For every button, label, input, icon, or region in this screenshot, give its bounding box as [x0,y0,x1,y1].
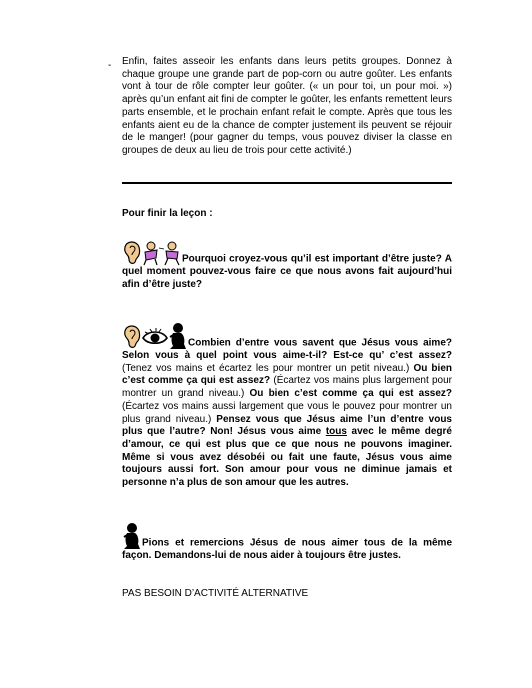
ear-icon [122,324,142,350]
horizontal-rule [122,182,452,184]
discussion-note-b: (Écartez vos mains plus largement pour montrer un grand niveau.) [122,375,453,400]
ear-icon [122,240,142,266]
discussion-note-c: (Écartez vos mains aussi largement que vous le pouvez pour montrer un plus grand niveau.) [122,400,452,425]
discussion-question-b: Ou bien c’est comme ça qui est assez? [122,362,452,387]
lesson-title: Pour finir la leçon : [122,208,213,219]
bullet-dash: - [108,60,112,71]
question-1: Pourquoi croyez-vous qu’il est important d’être juste? A quel moment pouvez-vous faire ce que nous avons fait aujourd’hui afin d’être juste? [122,253,452,290]
praying-child-icon [168,322,188,350]
discussion-block [122,322,452,490]
question-block [122,240,452,291]
discussion-question-d2: avec le même degré d’amour, ce qui est plus que ce que nous ne pouvons imaginer. Même si vous avez désobéi ou fait une faute, Jésus vous aime toujours aussi fort. Son amour pour vous ne diminue jamais et personne n’a plus de son amour que les autres. [122,426,452,489]
alternative-activity-note: PAS BESOIN D’ACTIVITÉ ALTERNATIVE [122,588,309,599]
discussion-question-a: Combien d’entre vous savent que Jésus vous aime? Selon vous à quel point vous aime-t-il? Est-ce qu’ c’est assez? [122,337,452,361]
prayer-text: Pions et remercions Jésus de nous aimer tous de la même façon. Demandons-lui de nous aider à toujours être justes. [122,537,452,561]
discussion-question-d1: Pensez vous que Jésus aime l’un d’entre vous plus que l’autre? Non! Jésus vous aime [122,413,452,438]
talking-people-icon [142,240,182,266]
discussion-note-a: (Tenez vos mains et écartez les pour montrer un petit niveau.) [122,362,414,374]
praying-child-icon [122,522,142,550]
prayer-block [122,522,452,563]
discussion-underlined-word: tous [325,426,347,438]
eye-icon [142,324,168,350]
discussion-question-c: Ou bien c’est comme ça qui est assez? [249,388,453,400]
intro-paragraph: Enfin, faites asseoir les enfants dans leurs petits groupes. Donnez à chaque groupe une grande part de pop-corn ou autre goûter. Les enfants vont à tour de rôle compter leur goûter. (« un pour toi, un pour moi. ») après qu’un enfant ait fini de compter le goûter, les enfants remettent leurs parts ensemble, et le prochain enfant refait le compte. Après que tous les enfants aient eu de la chance de compter justement ils peuvent se réjouir de le manger! (pour gagner du temps, vous pouvez diviser la classe en groupes de deux au lieu de trois pour cette activité.) [122,56,452,156]
